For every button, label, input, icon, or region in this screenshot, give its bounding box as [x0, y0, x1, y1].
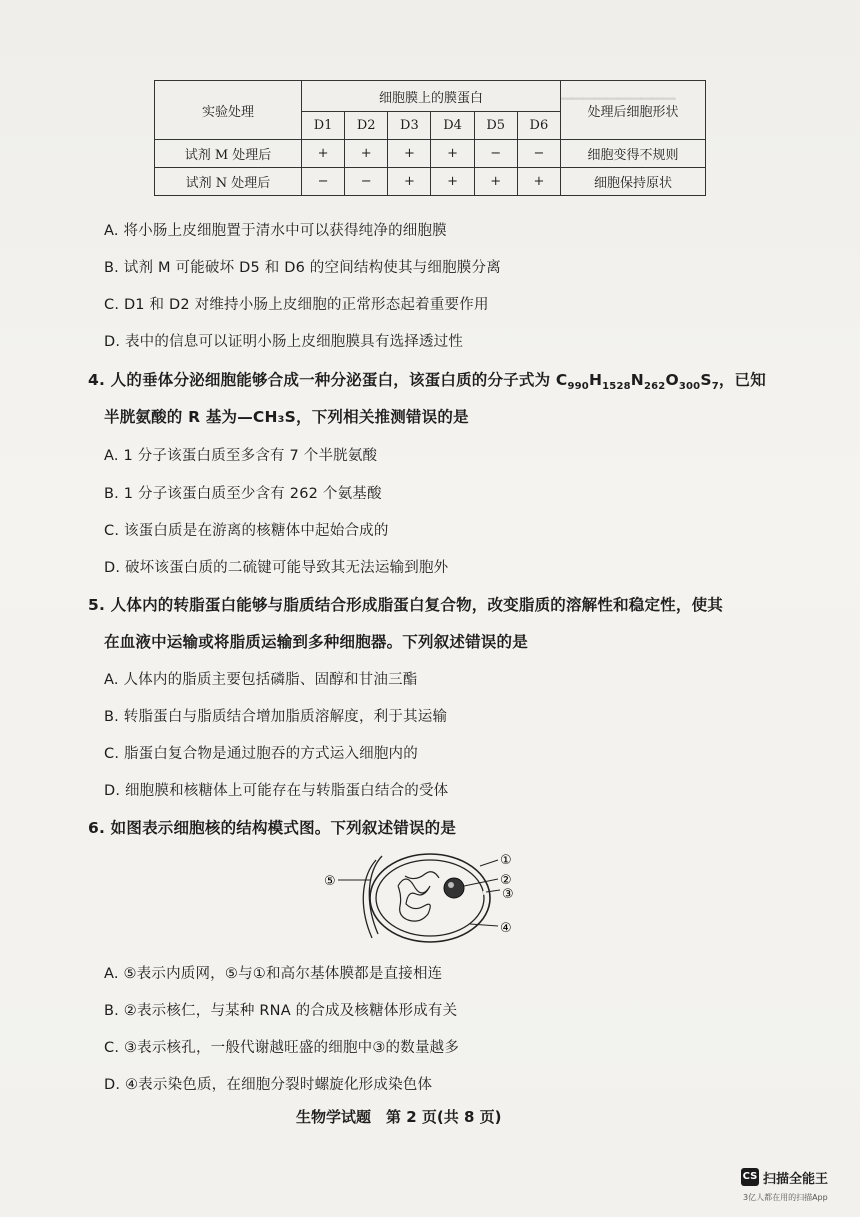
camscanner-logo-icon: CS	[741, 1168, 759, 1186]
q4-stem-line2: 半胱氨酸的 R 基为—CH₃S，下列相关推测错误的是	[104, 408, 469, 426]
q5-option-b: B. 转脂蛋白与脂质结合增加脂质溶解度，利于其运输	[104, 709, 448, 725]
header-treatment: 实验处理	[155, 81, 302, 140]
q3-option-b: B. 试剂 M 可能破坏 D5 和 D6 的空间结构使其与细胞膜分离	[104, 260, 501, 276]
experiment-table	[154, 80, 706, 196]
leader-line	[480, 860, 498, 866]
q3-option-c: C. D1 和 D2 对维持小肠上皮细胞的正常形态起着重要作用	[104, 297, 489, 313]
protein-header: D1	[302, 112, 345, 140]
mark-cell: −	[474, 140, 517, 168]
mark-cell: +	[388, 140, 431, 168]
nucleolus-spot	[448, 882, 454, 888]
chromatin	[398, 879, 430, 921]
mark-cell: +	[388, 168, 431, 196]
q4-option-b: B. 1 分子该蛋白质至少含有 262 个氨基酸	[104, 486, 382, 502]
q5-stem-line2: 在血液中运输或将脂质运输到多种细胞器。下列叙述错误的是	[104, 633, 528, 651]
q4-option-a: A. 1 分子该蛋白质至多含有 7 个半胱氨酸	[104, 448, 378, 464]
scanner-title: 扫描全能王	[763, 1172, 829, 1187]
mark-cell: +	[345, 140, 388, 168]
table-row	[155, 140, 706, 168]
protein-header: D5	[474, 112, 517, 140]
q3-option-a: A. 将小肠上皮细胞置于清水中可以获得纯净的细胞膜	[104, 223, 447, 239]
shape-cell: 细胞变得不规则	[561, 140, 706, 168]
protein-header: D2	[345, 112, 388, 140]
mark-cell: −	[302, 168, 345, 196]
label-4: ④	[500, 921, 512, 936]
q5-option-d: D. 细胞膜和核糖体上可能存在与转脂蛋白结合的受体	[104, 783, 449, 799]
protein-header: D6	[517, 112, 560, 140]
q6-option-b: B. ②表示核仁，与某种 RNA 的合成及核糖体形成有关	[104, 1003, 458, 1019]
q6-option-a: A. ⑤表示内质网，⑤与①和高尔基体膜都是直接相连	[104, 966, 443, 982]
leader-line	[486, 890, 500, 892]
nucleus-diagram	[320, 846, 530, 946]
shape-cell: 细胞保持原状	[561, 168, 706, 196]
mark-cell: +	[431, 140, 474, 168]
q6-stem: 6. 如图表示细胞核的结构模式图。下列叙述错误的是	[88, 819, 457, 837]
treatment-cell: 试剂 N 处理后	[155, 168, 302, 196]
table-row	[155, 168, 706, 196]
nucleolus	[444, 878, 464, 898]
header-proteins: 细胞膜上的膜蛋白	[302, 81, 561, 112]
label-2: ②	[500, 873, 512, 888]
page-footer: 生物学试题 第 2 页(共 8 页)	[296, 1108, 502, 1126]
q5-option-a: A. 人体内的脂质主要包括磷脂、固醇和甘油三酯	[104, 672, 418, 688]
mark-cell: +	[474, 168, 517, 196]
protein-header: D4	[431, 112, 474, 140]
mark-cell: +	[302, 140, 345, 168]
q5-option-c: C. 脂蛋白复合物是通过胞吞的方式运入细胞内的	[104, 746, 418, 762]
nuclear-envelope-outer	[370, 854, 490, 942]
mark-cell: −	[345, 168, 388, 196]
label-1: ①	[500, 853, 512, 868]
mark-cell: +	[517, 168, 560, 196]
q4-option-c: C. 该蛋白质是在游离的核糖体中起始合成的	[104, 523, 389, 539]
q3-option-d: D. 表中的信息可以证明小肠上皮细胞膜具有选择透过性	[104, 334, 464, 350]
bleed-through-text: ▁▁▁▁▁▁▁▁▁▁	[560, 82, 676, 100]
q4-stem-line1: 4. 人的垂体分泌细胞能够合成一种分泌蛋白，该蛋白质的分子式为 $C_{990}H_{1528}N_{262}O_{300}S_7$，已知	[88, 371, 766, 393]
chromatin	[405, 872, 439, 879]
protein-header: D3	[388, 112, 431, 140]
mark-cell: +	[431, 168, 474, 196]
q4-option-d: D. 破坏该蛋白质的二硫键可能导致其无法运输到胞外	[104, 560, 449, 576]
scanner-subtitle: 3亿人都在用的扫描App	[743, 1193, 828, 1202]
mark-cell: −	[517, 140, 560, 168]
q6-option-c: C. ③表示核孔，一般代谢越旺盛的细胞中③的数量越多	[104, 1040, 460, 1056]
q6-option-d: D. ④表示染色质，在细胞分裂时螺旋化形成染色体	[104, 1077, 433, 1093]
leader-line	[470, 924, 498, 926]
label-3: ③	[502, 887, 514, 902]
header-shape: 处理后细胞形状	[561, 81, 706, 140]
q5-stem-line1: 5. 人体内的转脂蛋白能够与脂质结合形成脂蛋白复合物，改变脂质的溶解性和稳定性，使其	[88, 596, 723, 614]
treatment-cell: 试剂 M 处理后	[155, 140, 302, 168]
label-5: ⑤	[324, 874, 336, 889]
